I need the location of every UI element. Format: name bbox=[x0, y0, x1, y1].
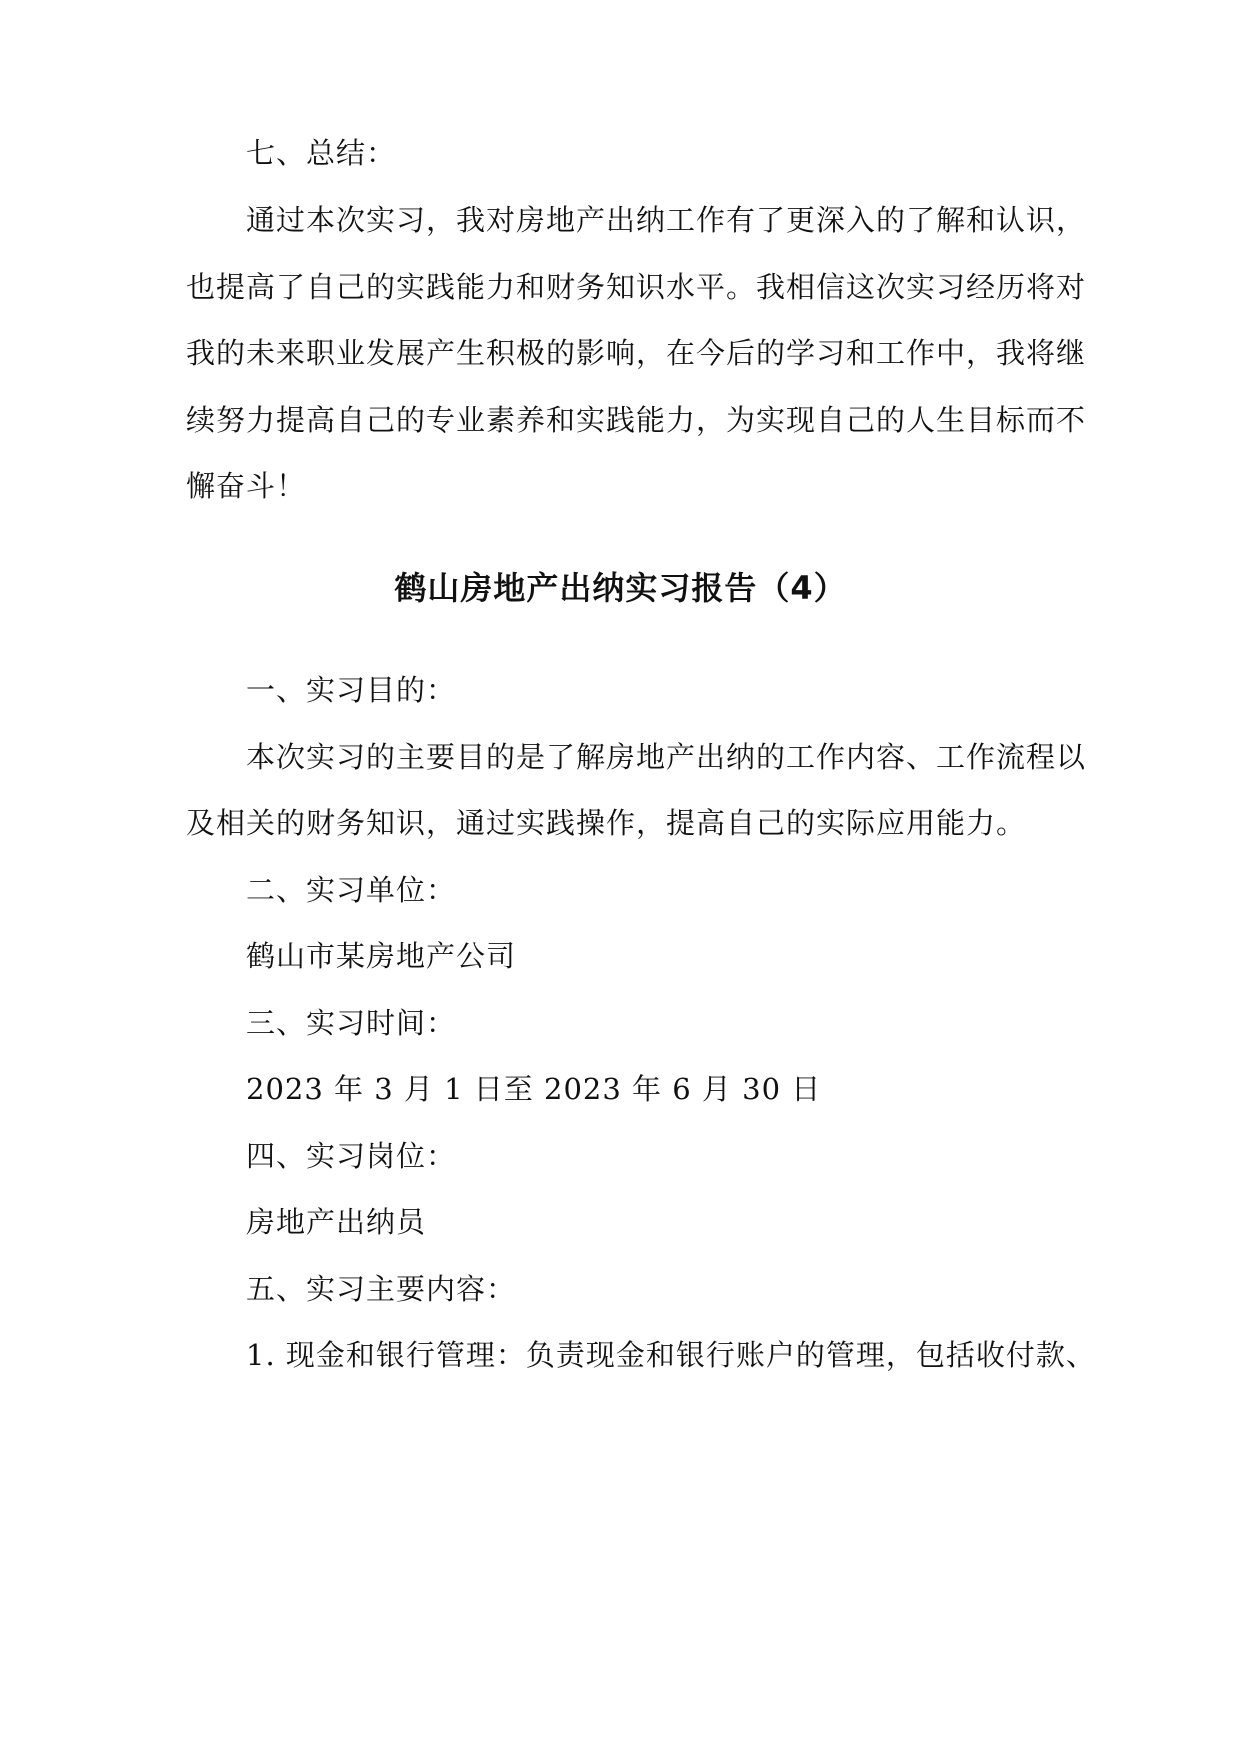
section7-heading: 七、总结： bbox=[246, 136, 397, 170]
section3-heading: 三、实习时间： bbox=[246, 1006, 457, 1040]
section2-value: 鹤山市某房地产公司 bbox=[246, 939, 517, 973]
section3-value: 2023 年 3 月 1 日至 2023 年 6 月 30 日 bbox=[246, 1072, 822, 1106]
section2-heading: 二、实习单位： bbox=[246, 873, 457, 907]
section7-line-3: 我的未来职业发展产生积极的影响，在今后的学习和工作中，我将继 bbox=[186, 336, 1087, 370]
section5-heading: 五、实习主要内容： bbox=[246, 1272, 517, 1306]
section7-line-2: 也提高了自己的实践能力和财务知识水平。我相信这次实习经历将对 bbox=[186, 270, 1087, 304]
section7-line-1: 通过本次实习，我对房地产出纳工作有了更深入的了解和认识， bbox=[246, 203, 1087, 237]
section1-line-2: 及相关的财务知识，通过实践操作，提高自己的实际应用能力。 bbox=[186, 806, 1027, 840]
section4-value: 房地产出纳员 bbox=[246, 1205, 427, 1239]
section4-heading: 四、实习岗位： bbox=[246, 1139, 457, 1173]
section1-line-1: 本次实习的主要目的是了解房地产出纳的工作内容、工作流程以 bbox=[246, 740, 1087, 774]
section5-item-1: 1. 现金和银行管理：负责现金和银行账户的管理，包括收付款、 bbox=[246, 1338, 1096, 1372]
section7-line-5: 懈奋斗！ bbox=[186, 469, 307, 503]
report-title: 鹤山房地产出纳实习报告（4） bbox=[394, 569, 847, 607]
section1-heading: 一、实习目的： bbox=[246, 673, 457, 707]
section7-line-4: 续努力提高自己的专业素养和实践能力，为实现自己的人生目标而不 bbox=[186, 403, 1087, 437]
